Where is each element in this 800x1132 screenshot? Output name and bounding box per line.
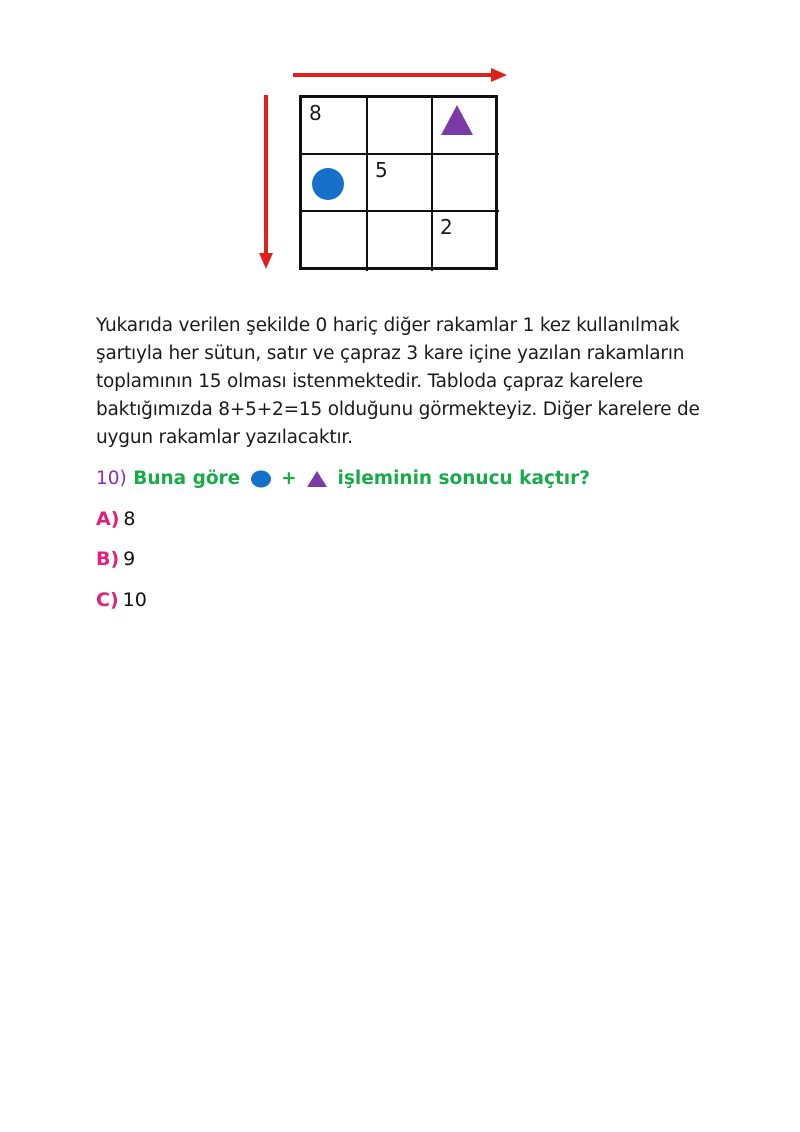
horizontal-arrow-icon xyxy=(293,65,509,85)
option-letter: B) xyxy=(96,548,120,570)
grid-cell xyxy=(302,212,368,271)
grid-cell xyxy=(433,155,499,212)
question xyxy=(96,465,590,493)
option-a[interactable] xyxy=(96,505,135,533)
cell-number: 2 xyxy=(440,215,453,239)
magic-square-grid xyxy=(299,95,498,270)
grid-cell xyxy=(302,155,368,212)
option-value: 9 xyxy=(123,548,136,570)
grid-cell xyxy=(302,98,368,155)
description-line: şartıyla her sütun, satır ve çapraz 3 kare içine yazılan rakamların xyxy=(96,343,685,364)
cell-number: 8 xyxy=(309,101,322,125)
question-text-after: işleminin sonucu kaçtır? xyxy=(337,468,590,489)
option-value: 10 xyxy=(122,589,147,611)
grid-cell xyxy=(368,155,433,212)
option-letter: A) xyxy=(96,508,120,530)
option-b[interactable] xyxy=(96,545,135,573)
vertical-arrow-icon xyxy=(256,95,276,271)
cell-number: 5 xyxy=(375,158,388,182)
question-number: 10) xyxy=(96,468,127,489)
description-line: toplamının 15 olması istenmektedir. Tabloda çapraz karelere xyxy=(96,371,643,392)
option-letter: C) xyxy=(96,589,119,611)
option-value: 8 xyxy=(123,508,136,530)
problem-description xyxy=(96,312,736,452)
circle-icon xyxy=(250,470,272,488)
circle-icon xyxy=(311,167,345,201)
triangle-icon xyxy=(306,470,328,488)
question-text-before: Buna göre xyxy=(133,468,241,489)
grid-cell xyxy=(368,98,433,155)
grid-cell xyxy=(433,98,499,155)
question-plus: + xyxy=(281,468,297,489)
grid-cell xyxy=(368,212,433,271)
description-line: Yukarıda verilen şekilde 0 hariç diğer rakamlar 1 kez kullanılmak xyxy=(96,315,680,336)
description-line: baktığımızda 8+5+2=15 olduğunu görmekteyiz. Diğer karelere de xyxy=(96,399,700,420)
grid-cell xyxy=(433,212,499,271)
triangle-icon xyxy=(440,104,474,136)
description-line: uygun rakamlar yazılacaktır. xyxy=(96,427,353,448)
option-c[interactable] xyxy=(96,586,147,614)
